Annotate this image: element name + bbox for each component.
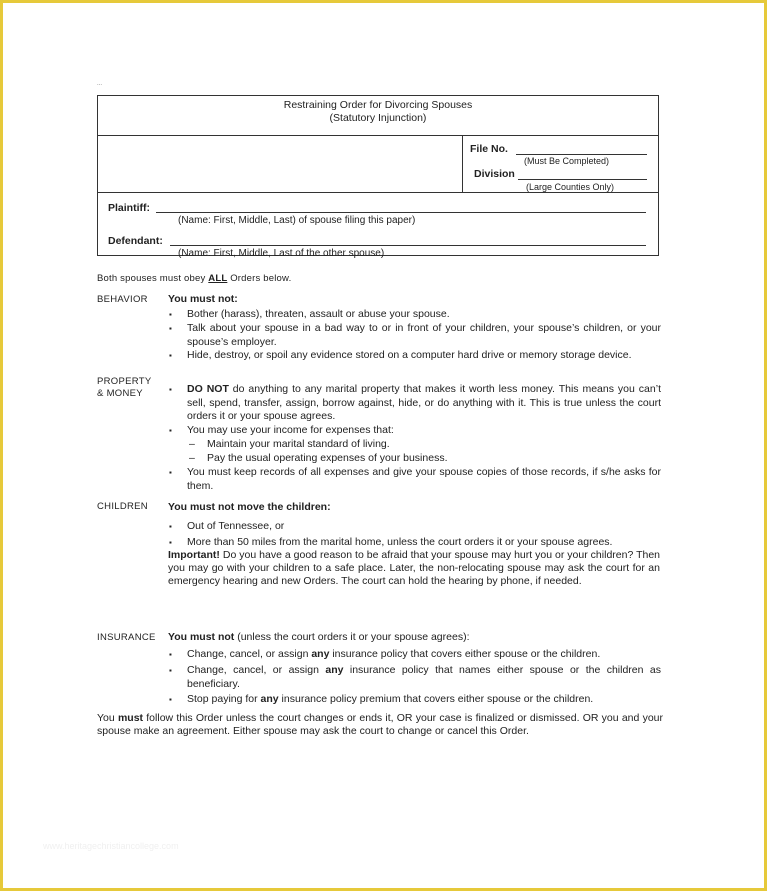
intro-all: ALL <box>208 273 228 284</box>
intro-line <box>97 273 291 284</box>
property-label <box>97 376 152 400</box>
plaintiff-label: Plaintiff: <box>108 202 150 214</box>
title-row <box>98 96 658 136</box>
file-divider <box>462 136 463 192</box>
behavior-label: BEHAVIOR <box>97 294 148 305</box>
page-mark: ... <box>97 81 103 87</box>
header-box <box>97 95 659 259</box>
property-label-1: PROPERTY <box>97 376 152 387</box>
intro-post: Orders below. <box>227 273 292 284</box>
closing-paragraph: You must follow this Order unless the court changes or ends it, OR your case is finalized or dismissed. OR you and your spouse make an agreement. Either spouse may ask the court to change or cancel this Order. <box>97 712 663 737</box>
file-row <box>98 136 658 193</box>
file-no-note: (Must Be Completed) <box>524 156 610 166</box>
intro-pre: Both spouses must obey <box>97 273 209 284</box>
insurance-label: INSURANCE <box>97 632 156 643</box>
document-subtitle: (Statutory Injunction) <box>329 112 427 124</box>
plaintiff-field[interactable] <box>156 212 646 213</box>
file-no-field[interactable] <box>516 154 647 155</box>
document-page: ... Restraining Order for Divorcing Spouses (Statutory Injunction) File No. (Must Be Completed) Division (Large Counties Only) Plaintiff: (Name: First, Middle, Last) of spouse filing this paper) Defendant: (Name: First, Middle, Last of the other spouse) Both spouses must obey ALL Orders below. BEHAVIOR You must not: ▪ Bother (harass), threaten, assault or abuse your spouse. ▪ Talk about your spouse in a bad way to or in front of your children, your spouse’s children, or your spouse’s employer. ▪ Hide, destroy, or spoil any evidence stored on a computer hard drive or memory storage device. PROPERTY & MONEY ▪ DO NOT do anything to any marital property that makes it worth less money. This means you can’t sell, spend, transfer, assign, borrow against, hide, or do anything with it. This is true unless the court orders it or your spouse agrees. ▪ You may use your income for expenses that: – Maintain your marital standard of living. – Pay the usual operating expenses of your business. ▪ You must keep records of all expenses and give your spouse copies of those records, if s/he asks for them. CHILDREN You must not move the children: ▪ Out of Tennessee, or ▪ More than 50 miles from the marital home, unless the court orders it or your spouse agrees. Important! Do you have a good reason to be afraid that your spouse may hurt you or your children? Then you may go with your children to a safe place. Later, the non-relocating spouse may ask the court for an emergency hearing and new Orders. The court can hold the hearing by phone, if needed. INSURANCE You must not (unless the court orders it or your spouse agrees): ▪ Change, cancel, or assign any insurance policy that covers either spouse or the children. ▪ Change, cancel, or assign any insurance policy that names either spouse or the children as beneficiary. ▪ Stop paying for any insurance policy premium that covers either spouse or the children. You must follow this Order unless the court changes or ends it, OR your case is finalized or dismissed. OR you and your spouse make an agreement. Either spouse may ask the court to change or cancel this Order. www.heritagechristiancollege.com <box>3 3 764 888</box>
division-field[interactable] <box>518 179 647 180</box>
property-label-2: & MONEY <box>97 388 143 399</box>
defendant-label: Defendant: <box>108 235 163 247</box>
children-heading: You must not move the children: <box>168 501 331 513</box>
children-important: Important! Do you have a good reason to be afraid that your spouse may hurt you or your children? Then you may go with your children to a safe place. Later, the non-relocating spouse may ask the court for an emergency hearing and new Orders. The court can hold the hearing by phone, if needed. <box>168 549 660 587</box>
insurance-heading: You must not (unless the court orders it or your spouse agrees): <box>168 631 470 643</box>
division-label: Division <box>474 168 515 180</box>
document-title: Restraining Order for Divorcing Spouses <box>283 99 473 111</box>
children-label: CHILDREN <box>97 501 148 512</box>
defendant-field[interactable] <box>170 245 646 246</box>
watermark: www.heritagechristiancollege.com <box>43 841 179 851</box>
file-no-label: File No. <box>470 143 508 155</box>
division-note: (Large Counties Only) <box>526 182 615 192</box>
plaintiff-note: (Name: First, Middle, Last) of spouse filing this paper) <box>178 215 416 226</box>
defendant-note: (Name: First, Middle, Last of the other spouse) <box>178 248 385 259</box>
behavior-heading: You must not: <box>168 293 238 305</box>
